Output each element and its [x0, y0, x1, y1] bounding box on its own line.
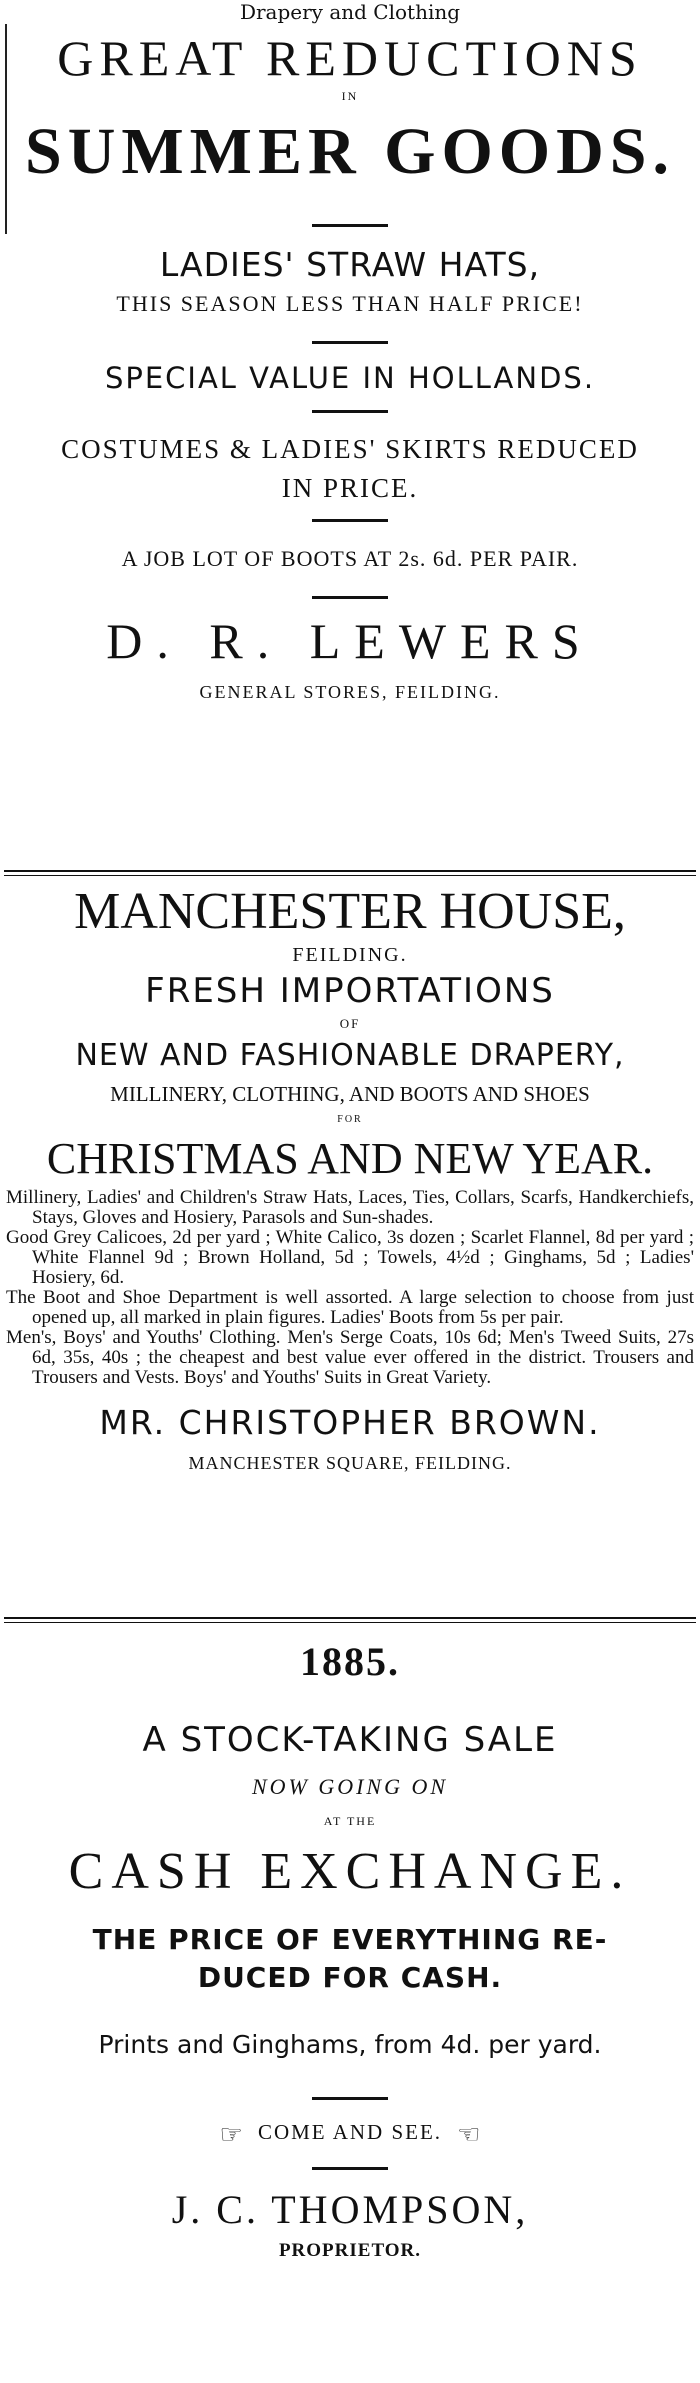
lewers-name: D. R. LEWERS [106, 613, 594, 669]
half-price-line: THIS SEASON LESS THAN HALF PRICE! [116, 291, 584, 316]
christopher-brown-line: MR. CHRISTOPHER BROWN. [99, 1403, 601, 1442]
manchester-house-advertisement [0, 876, 700, 1617]
summer-goods-headline: SUMMER GOODS. [24, 115, 676, 188]
paragraph-millinery: Millinery, Ladies' and Children's Straw Hats, Laces, Ties, Collars, Scarfs, Handkerchiefs, Stays, Gloves and Hosiery, Parasols and Sun-shades. [6, 1187, 694, 1228]
in-label: IN [341, 89, 359, 103]
manchester-house-title: MANCHESTER HOUSE, [74, 883, 626, 940]
great-reductions-headline: GREAT REDUCTIONS [57, 30, 643, 86]
paragraph-boots: The Boot and Shoe Department is well assorted. A large selection to choose from just opened up, all marked in plain figures. Ladies' Boots from 5s per pair. [6, 1287, 694, 1328]
paragraph-clothing: Men's, Boys' and Youths' Clothing. Men's Serge Coats, 10s 6d; Men's Tweed Suits, 27s 6d, 35s, 40s ; the cheapest and best value ever offered in the district. Trousers and Trousers and Vests. Boys' and Youths' Suits in Great Variety. [6, 1327, 694, 1388]
prints-ginghams-line: Prints and Ginghams, from 4d. per yard. [98, 2030, 602, 2059]
manchester-address: MANCHESTER SQUARE, FEILDING. [188, 1453, 512, 1473]
new-fashionable-line: NEW AND FASHIONABLE DRAPERY, [75, 1038, 625, 1073]
cash-exchange-advertisement [0, 1623, 700, 2383]
stock-taking-sale-line: A STOCK-TAKING SALE [142, 1720, 558, 1760]
christmas-new-year-line: CHRISTMAS AND NEW YEAR. [46, 1134, 654, 1183]
section-header: Drapery and Clothing [239, 0, 461, 24]
manchester-details [0, 1188, 700, 1388]
proprietor-label: PROPRIETOR. [278, 2239, 422, 2261]
pointing-hand-left-icon: ☜ [457, 2119, 481, 2150]
lewers-address: GENERAL STORES, FEILDING. [199, 682, 501, 702]
costumes-line-continued: IN PRICE. [281, 473, 419, 503]
of-label: OF [339, 1016, 361, 1031]
price-reduced-line-continued: DUCED FOR CASH. [197, 1961, 503, 1994]
now-going-on-line: NOW GOING ON [251, 1774, 449, 1799]
straw-hats-line: LADIES' STRAW HATS, [159, 245, 541, 284]
manchester-place: FEILDING. [292, 944, 408, 966]
paragraph-calicoes: Good Grey Calicoes, 2d per yard ; White Calico, 3s dozen ; Scarlet Flannel, 8d per yard ; White Flannel 9d ; Brown Holland, 5d ; Towels, 4½d ; Ginghams, 5d ; Ladies' Hosiery, 6d. [6, 1227, 694, 1288]
come-and-see-text: COME AND SEE. [257, 2120, 443, 2144]
year-heading: 1885. [300, 1639, 400, 1684]
price-reduced-line: THE PRICE OF EVERYTHING RE- [92, 1923, 608, 1956]
hollands-line: SPECIAL VALUE IN HOLLANDS. [104, 361, 596, 395]
costumes-line: COSTUMES & LADIES' SKIRTS REDUCED [61, 434, 639, 464]
fresh-importations-line: FRESH IMPORTATIONS [145, 971, 555, 1011]
thompson-name: J. C. THOMPSON, [171, 2186, 529, 2232]
lewers-advertisement [0, 24, 700, 870]
pointing-hand-right-icon: ☞ [219, 2119, 243, 2150]
come-and-see-line [0, 2112, 700, 2155]
for-label: FOR [337, 1114, 363, 1125]
cash-exchange-title: CASH EXCHANGE. [68, 1843, 632, 1900]
boots-line: A JOB LOT OF BOOTS AT 2s. 6d. PER PAIR. [121, 546, 579, 571]
at-the-label: AT THE [323, 1814, 377, 1828]
millinery-line: MILLINERY, CLOTHING, AND BOOTS AND SHOES [110, 1082, 590, 1106]
